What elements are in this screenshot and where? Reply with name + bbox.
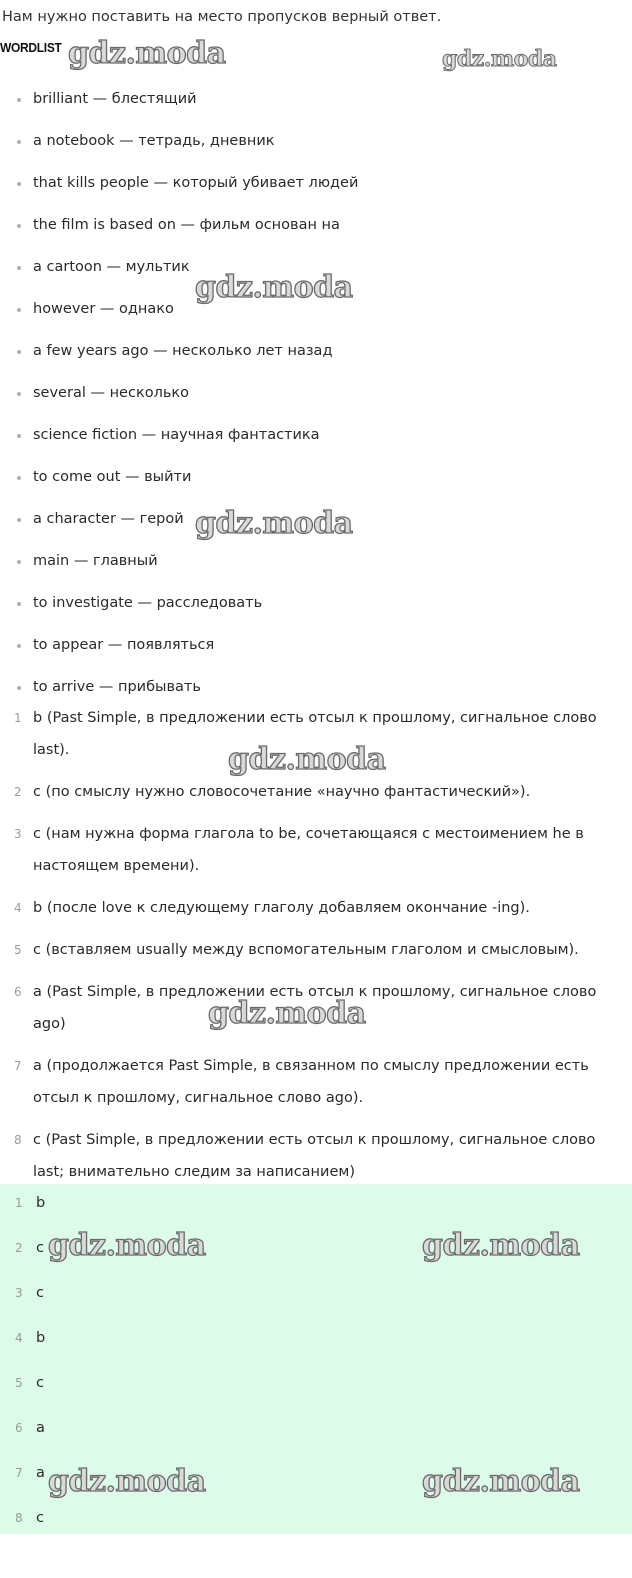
item-number: 5 [15,1376,23,1390]
wordlist-item: a cartoon — мультик [0,256,632,298]
watermark: gdz.moda [422,1464,580,1499]
explanation-text: b (Past Simple, в предложении есть отсыл к прошлому, сигнальное слово last). [33,710,597,758]
wordlist-item: a character — герой [0,508,632,550]
item-number: 3 [14,827,22,841]
wordlist-item: to come out — выйти [0,466,632,508]
answer-row [0,1184,632,1229]
item-number: 1 [14,711,22,725]
wordlist-item: brilliant — блестящий [0,88,632,130]
explanation-item [0,1124,632,1188]
answer-row [0,1364,632,1409]
item-number: 4 [15,1331,23,1345]
wordlist-item: that kills people — который убивает людей [0,172,632,214]
watermark: gdz.moda [442,46,557,72]
watermark: gdz.moda [48,1464,206,1499]
watermark: gdz.moda [68,36,226,71]
wordlist-item: the film is based on — фильм основан на [0,214,632,256]
wordlist-item: a notebook — тетрадь, дневник [0,130,632,172]
wordlist-item: science fiction — научная фантастика [0,424,632,466]
watermark: gdz.moda [195,270,353,305]
item-number: 3 [15,1286,23,1300]
item-number: 2 [15,1241,23,1255]
item-number: 4 [14,901,22,915]
item-number: 8 [15,1511,23,1525]
wordlist-item: however — однако [0,298,632,340]
explanation-item [0,818,632,882]
wordlist-item: a few years ago — несколько лет назад [0,340,632,382]
watermark: gdz.moda [48,1228,206,1263]
explanation-item [0,776,632,808]
wordlist-title: WORDLIST [0,40,62,55]
watermark: gdz.moda [195,506,353,541]
watermark: gdz.moda [422,1228,580,1263]
answer-text: c [36,1510,44,1526]
explanation-item [0,892,632,924]
wordlist-item: to investigate — расследовать [0,592,632,634]
answer-text: c [36,1375,44,1391]
explanation-item [0,1050,632,1114]
answer-text: b [36,1330,46,1346]
item-number: 7 [15,1466,23,1480]
item-number: 7 [14,1059,22,1073]
item-number: 1 [15,1196,23,1210]
explanation-text: c (нам нужна форма глагола to be, сочетающаяся с местоимением he в настоящем времени). [33,826,584,874]
answer-text: c [36,1240,44,1256]
item-number: 6 [15,1421,23,1435]
item-number: 8 [14,1133,22,1147]
wordlist [0,88,632,718]
explanation-item [0,934,632,966]
explanation-text: c (по смыслу нужно словосочетание «научно фантастический»). [33,784,531,800]
explanation-text: c (вставляем usually между вспомогательным глаголом и смысловым). [33,942,579,958]
answer-row [0,1319,632,1364]
answer-text: a [36,1420,45,1436]
explanation-text: a (Past Simple, в предложении есть отсыл к прошлому, сигнальное слово ago) [33,984,597,1032]
wordlist-item: several — несколько [0,382,632,424]
item-number: 5 [14,943,22,957]
item-number: 2 [14,785,22,799]
item-number: 6 [14,985,22,999]
answer-text: c [36,1285,44,1301]
watermark: gdz.moda [208,996,366,1031]
explanation-text: b (после love к следующему глаголу добавляем окончание -ing). [33,900,530,916]
answer-row [0,1274,632,1319]
watermark: gdz.moda [228,742,386,777]
wordlist-item: to arrive — прибывать [0,676,632,718]
answer-text: a [36,1465,45,1481]
explanation-text: a (продолжается Past Simple, в связанном по смыслу предложении есть отсыл к прошлому, сигнальное слово ago). [33,1058,589,1106]
explanation-text: c (Past Simple, в предложении есть отсыл к прошлому, сигнальное слово last; внимательно следим за написанием) [33,1132,596,1180]
answer-row [0,1499,632,1544]
wordlist-item: main — главный [0,550,632,592]
intro-text: Нам нужно поставить на место пропусков верный ответ. [2,9,442,25]
answer-row [0,1409,632,1454]
wordlist-item: to appear — появляться [0,634,632,676]
answer-text: b [36,1195,46,1211]
